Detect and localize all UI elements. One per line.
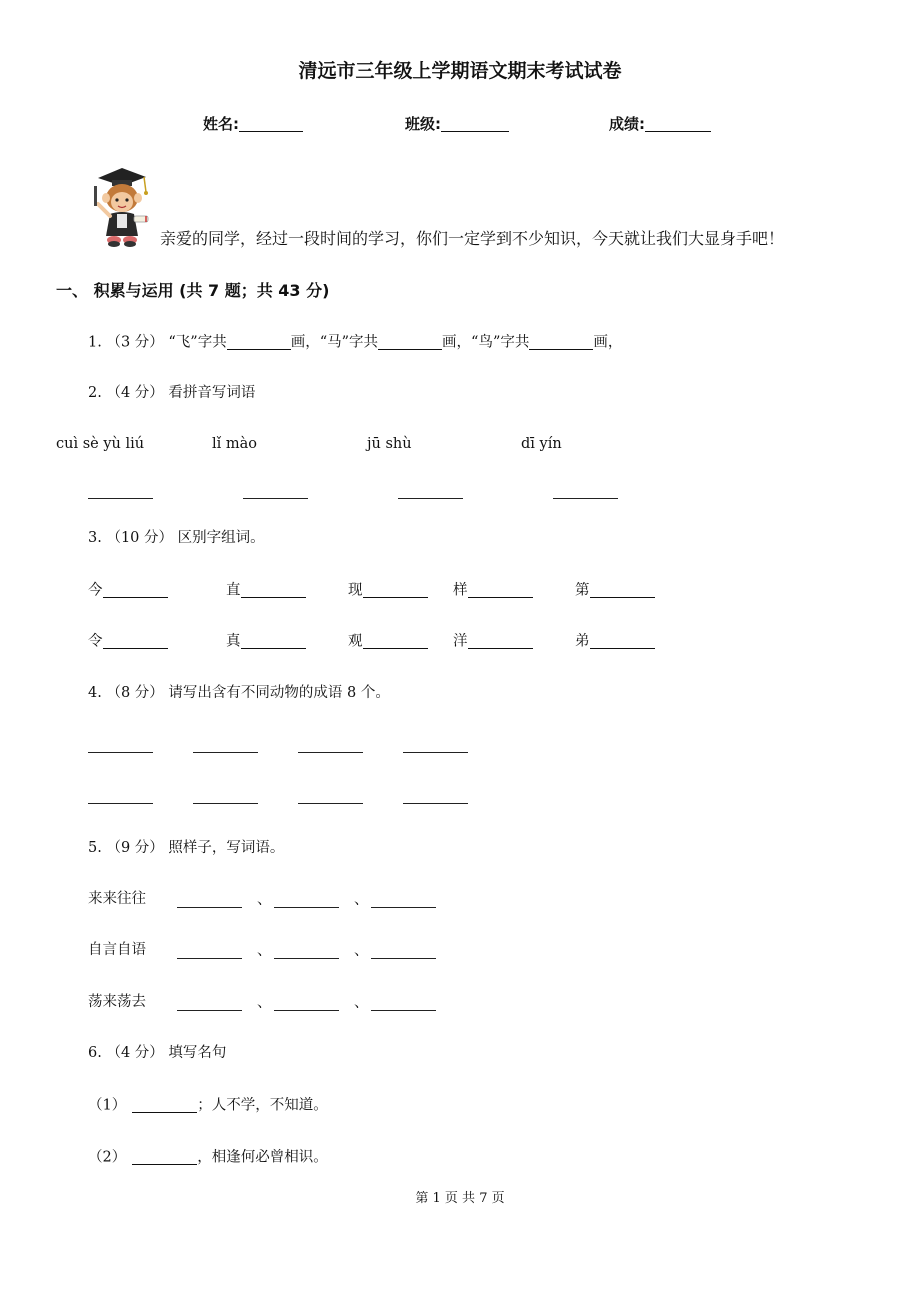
example-word: 来来往往 [88,891,146,907]
question-text: 填写名句 [168,1045,227,1061]
char-label: 今 [88,582,103,599]
question-number: 4. （8 分） [88,685,164,701]
char-label: 第 [575,582,590,599]
pinyin-2: lǐ mào [212,436,258,452]
score-blank[interactable] [645,117,711,132]
class-blank[interactable] [441,117,509,132]
char-label: 洋 [453,633,468,650]
question-text: 看拼音写词语 [168,385,256,401]
answer-blank[interactable] [274,958,339,959]
char-item [575,634,655,649]
section-heading: 一、 积累与运用 (共 7 题；共 43 分) [56,281,330,300]
answer-blank[interactable] [88,498,153,499]
char-label: 样 [453,582,468,599]
separator: 、 [354,892,369,908]
answer-blank[interactable] [193,752,258,753]
question-6 [88,1046,226,1061]
page-title: 清远市三年级上学期语文期末考试试卷 [298,60,622,82]
answer-blank[interactable] [298,752,363,753]
quote-item [88,1150,328,1165]
answer-blank[interactable] [274,1010,339,1011]
answer-blank[interactable] [363,634,428,649]
char-item [348,583,428,598]
answer-blank[interactable] [103,634,168,649]
class-label: 班级: [405,115,441,133]
answer-blank[interactable] [363,583,428,598]
answer-blank[interactable] [243,498,308,499]
page-footer: 第 1 页 共 7 页 [415,1191,505,1206]
char-item [88,634,168,649]
question-text: 画，“鸟”字共 [442,334,530,351]
answer-blank[interactable] [529,335,593,350]
separator: 、 [257,892,272,908]
answer-blank[interactable] [468,583,533,598]
answer-blank[interactable] [177,958,242,959]
item-label: （1） [88,1097,127,1114]
answer-blank[interactable] [177,907,242,908]
question-text: 画， [593,334,623,351]
answer-blank[interactable] [227,335,291,350]
answer-blank[interactable] [88,752,153,753]
pinyin-1: cuì sè yù liú [56,436,145,452]
quote-text: ；人不学，不知道。 [197,1097,328,1114]
name-label: 姓名: [203,115,239,133]
char-item [575,583,655,598]
answer-blank[interactable] [553,498,618,499]
item-label: （2） [88,1149,127,1166]
char-item [226,634,306,649]
name-blank[interactable] [239,117,303,132]
answer-blank[interactable] [371,958,436,959]
question-text: 照样子，写词语。 [168,840,285,856]
answer-blank[interactable] [371,1010,436,1011]
example-word: 荡来荡去 [88,994,146,1010]
score-field[interactable] [609,117,711,132]
question-5 [88,841,284,856]
char-item [226,583,306,598]
question-4 [88,686,390,701]
answer-blank[interactable] [274,907,339,908]
question-text: “飞”字共 [168,334,227,351]
answer-blank[interactable] [193,803,258,804]
pinyin-4: dī yín [521,436,562,452]
score-label: 成绩: [609,115,645,133]
answer-blank[interactable] [371,907,436,908]
answer-blank[interactable] [403,752,468,753]
example-word: 自言自语 [88,942,146,958]
answer-blank[interactable] [241,634,306,649]
separator: 、 [257,943,272,959]
answer-blank[interactable] [468,634,533,649]
char-item [453,634,533,649]
answer-blank[interactable] [398,498,463,499]
char-label: 真 [226,633,241,650]
answer-blank[interactable] [378,335,442,350]
answer-blank[interactable] [103,583,168,598]
char-label: 直 [226,582,241,599]
char-label: 观 [348,633,363,650]
answer-blank[interactable] [298,803,363,804]
graduate-mascot-icon [84,164,156,250]
answer-blank[interactable] [590,583,655,598]
question-3 [88,531,265,546]
class-field[interactable] [405,117,509,132]
question-number: 1. （3 分） [88,334,164,351]
question-2 [88,386,255,401]
separator: 、 [257,995,272,1011]
question-text: 区别字组词。 [177,530,265,546]
quote-item [88,1098,328,1113]
char-item [453,583,533,598]
greeting-text: 亲爱的同学，经过一段时间的学习，你们一定学到不少知识，今天就让我们大显身手吧！ [160,229,785,248]
answer-blank[interactable] [132,1098,197,1113]
question-number: 3. （10 分） [88,530,174,546]
char-label: 弟 [575,633,590,650]
char-label: 令 [88,633,103,650]
separator: 、 [354,995,369,1011]
answer-blank[interactable] [590,634,655,649]
question-number: 2. （4 分） [88,385,164,401]
question-number: 5. （9 分） [88,840,164,856]
answer-blank[interactable] [403,803,468,804]
quote-text: ，相逢何必曾相识。 [197,1149,328,1166]
char-label: 现 [348,582,363,599]
question-text: 请写出含有不同动物的成语 8 个。 [168,685,390,701]
name-field[interactable] [203,117,303,132]
question-text: 画，“马”字共 [290,334,379,351]
pinyin-3: jū shù [367,436,412,452]
separator: 、 [354,943,369,959]
answer-blank[interactable] [177,1010,242,1011]
char-item [88,583,168,598]
answer-blank[interactable] [88,803,153,804]
char-item [348,634,428,649]
question-1 [88,335,622,350]
answer-blank[interactable] [241,583,306,598]
question-number: 6. （4 分） [88,1045,164,1061]
answer-blank[interactable] [132,1150,197,1165]
